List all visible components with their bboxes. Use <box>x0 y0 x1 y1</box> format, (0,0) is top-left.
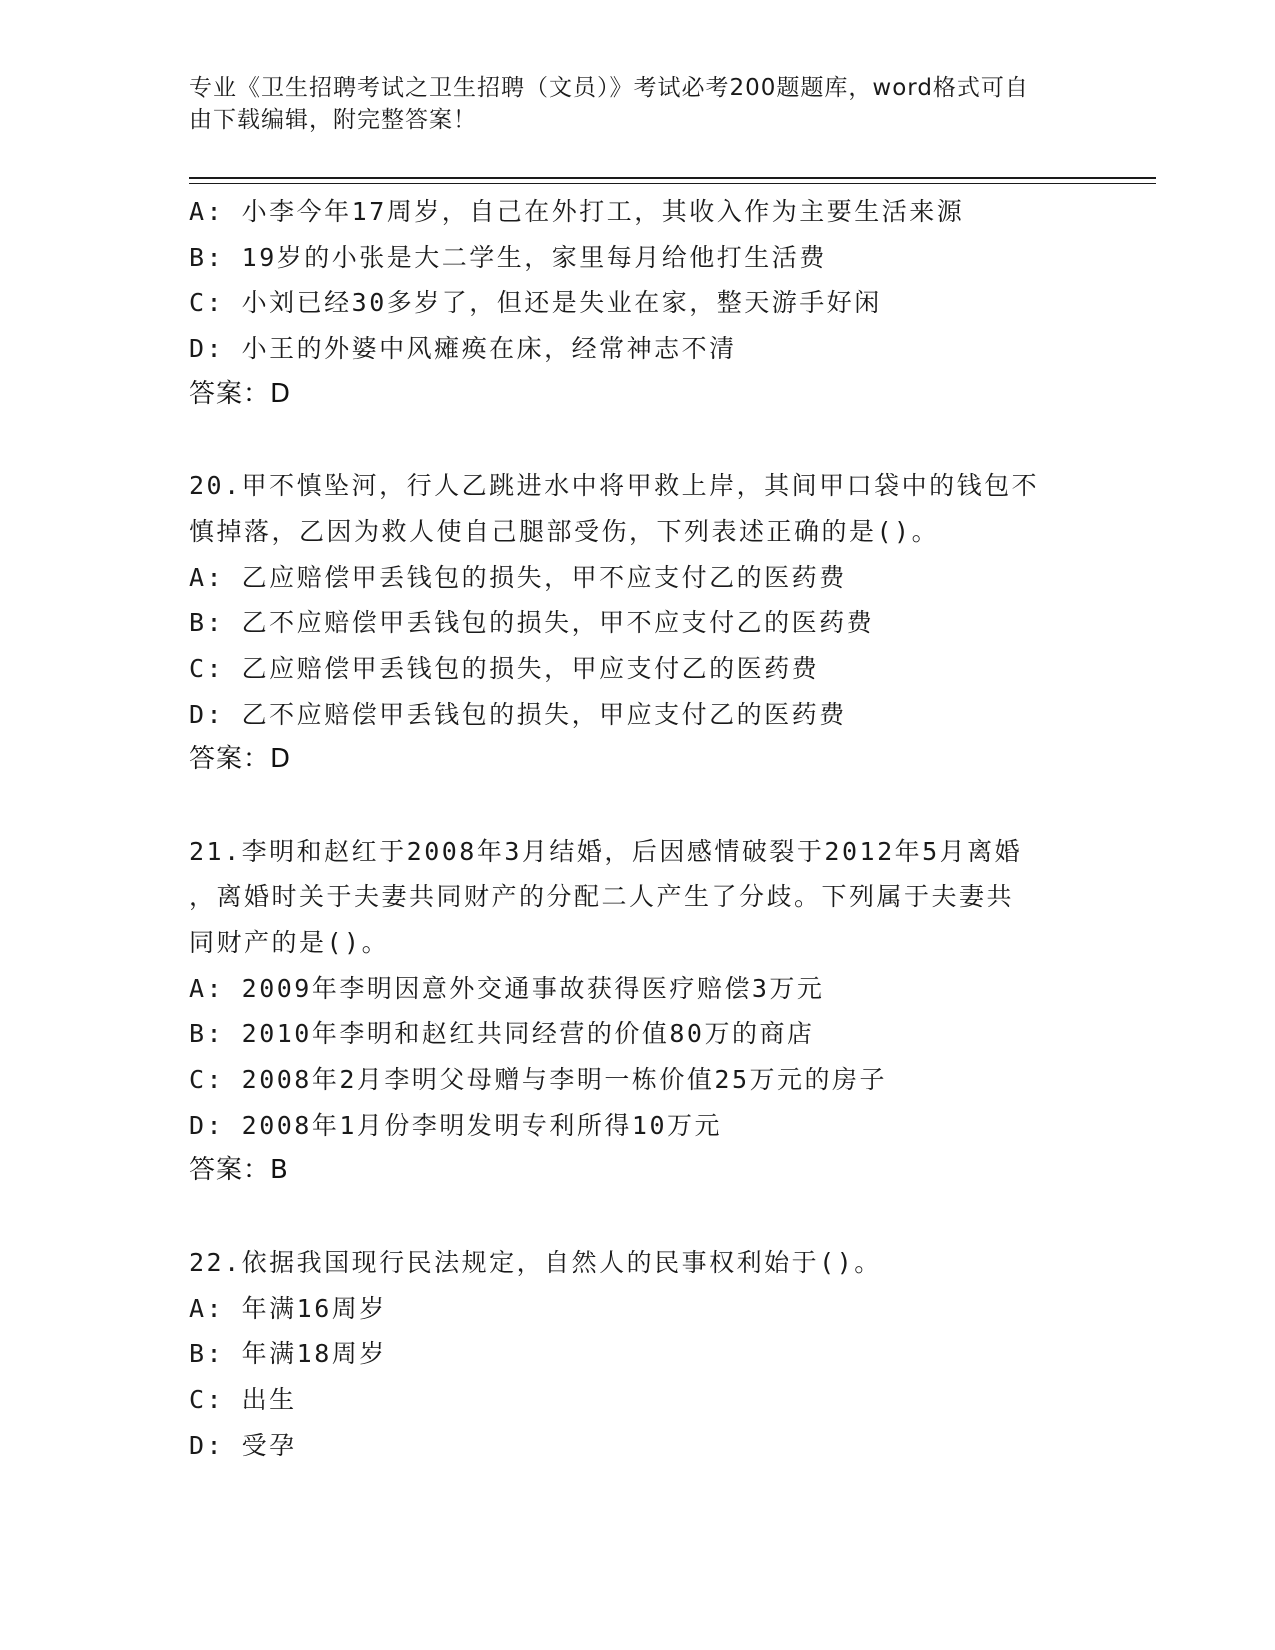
question-stem: 21.李明和赵红于2008年3月结婚，后因感情破裂于2012年5月离婚 <box>189 836 1023 866</box>
option-c: C: 乙应赔偿甲丢钱包的损失，甲应支付乙的医药费 <box>189 653 820 683</box>
option-d: D: 小王的外婆中风瘫痪在床，经常神志不清 <box>189 334 737 364</box>
question-stem: ，离婚时关于夫妻共同财产的分配二人产生了分歧。下列属于夫妻共 <box>189 882 1015 912</box>
question-stem: 慎掉落，乙因为救人使自己腿部受伤，下列表述正确的是()。 <box>189 516 940 546</box>
question-stem: 同财产的是()。 <box>189 928 390 957</box>
header-line-2: 由下载编辑，附完整答案！ <box>189 107 477 133</box>
option-a: A: 年满16周岁 <box>189 1293 387 1323</box>
option-c: C: 出生 <box>189 1384 297 1414</box>
option-b: B: 年满18周岁 <box>189 1339 387 1369</box>
header-rule-thick <box>189 177 1156 179</box>
header-rule-thin <box>189 183 1156 184</box>
question-stem: 22.依据我国现行民法规定，自然人的民事权利始于()。 <box>189 1247 882 1277</box>
document-header <box>189 72 1069 136</box>
answer: 答案：D <box>189 744 292 775</box>
question-stem: 20.甲不慎坠河，行人乙跳进水中将甲救上岸，其间甲口袋中的钱包不 <box>189 471 1040 501</box>
option-a: A: 2009年李明因意外交通事故获得医疗赔偿3万元 <box>189 973 825 1003</box>
option-b: B: 2010年李明和赵红共同经营的价值80万的商店 <box>189 1019 815 1049</box>
question-19 <box>189 189 1089 417</box>
option-b: B: 19岁的小张是大二学生，家里每月给他打生活费 <box>189 242 827 272</box>
option-c: C: 2008年2月李明父母赠与李明一栋价值25万元的房子 <box>189 1065 888 1095</box>
option-d: D: 受孕 <box>189 1430 297 1460</box>
answer: 答案：D <box>189 378 292 409</box>
header-line-1: 专业《卫生招聘考试之卫生招聘（文员）》考试必考200题题库，word格式可自 <box>189 75 1029 101</box>
question-22 <box>189 1240 1089 1468</box>
spacer <box>189 1194 1089 1240</box>
spacer <box>189 783 1089 829</box>
option-a: A: 小李今年17周岁，自己在外打工，其收入作为主要生活来源 <box>189 197 965 226</box>
question-20 <box>189 463 1089 783</box>
option-a: A: 乙应赔偿甲丢钱包的损失，甲不应支付乙的医药费 <box>189 562 847 592</box>
option-d: D: 2008年1月份李明发明专利所得10万元 <box>189 1110 723 1140</box>
option-c: C: 小刘已经30多岁了，但还是失业在家，整天游手好闲 <box>189 288 882 318</box>
option-d: D: 乙不应赔偿甲丢钱包的损失，甲应支付乙的医药费 <box>189 699 847 729</box>
option-b: B: 乙不应赔偿甲丢钱包的损失，甲不应支付乙的医药费 <box>189 608 875 638</box>
answer: 答案：B <box>189 1155 289 1186</box>
question-21 <box>189 829 1089 1195</box>
question-list <box>189 189 1089 1468</box>
spacer <box>189 417 1089 463</box>
